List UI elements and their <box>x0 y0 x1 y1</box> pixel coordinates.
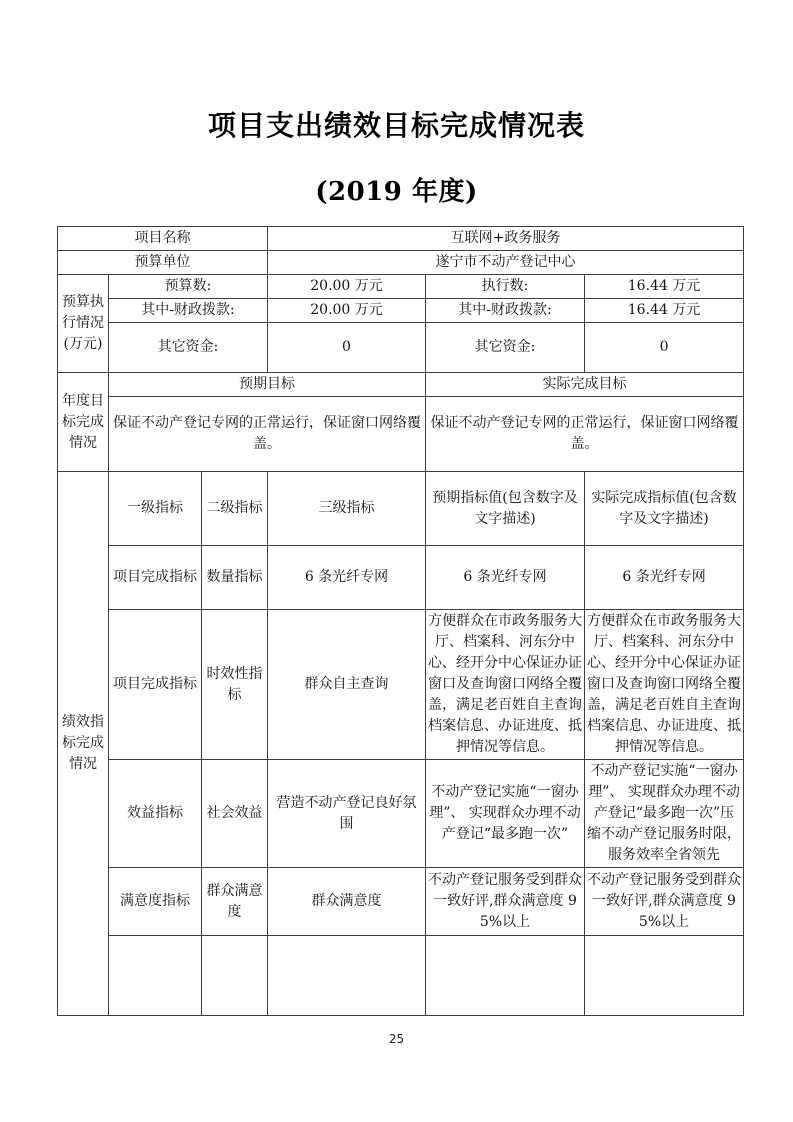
indicator-actual-value: 不动产登记实施“一窗办理”、 实现群众办理不动产登记“最多跑一次”压缩不动产登记服务时限，服务效率全省领先 <box>585 760 744 868</box>
budget-section-side-label: 预算执行情况(万元) <box>58 275 109 373</box>
indicator-actual-value: 不动产登记服务受到群众一致好评,群众满意度 95%以上 <box>585 868 744 936</box>
budget-row-2 <box>58 299 744 323</box>
indicator-expected-value: 方便群众在市政务服务大厅、档案科、河东分中心、经开分中心保证办证窗口及查询窗口网络全覆盖，满足老百姓自主查询档案信息、办证进度、抵押情况等信息。 <box>426 610 585 760</box>
indicator-row-satisfaction <box>58 868 744 936</box>
indicator-row-quantity <box>58 546 744 610</box>
indicator-level2 <box>202 936 268 1016</box>
budget-unit-value: 遂宁市不动产登记中心 <box>268 251 744 275</box>
page-number: 25 <box>388 1032 405 1046</box>
indicator-expected-value: 不动产登记实施“一窗办理”、 实现群众办理不动产登记“最多跑一次” <box>426 760 585 868</box>
expected-goal-text: 保证不动产登记专网的正常运行，保证窗口网络覆盖。 <box>109 397 426 472</box>
execution-amount-value: 16.44 万元 <box>585 275 744 299</box>
page-title: 项目支出绩效目标完成情况表 <box>207 109 585 142</box>
indicator-level2: 群众满意度 <box>202 868 268 936</box>
budget-row-3 <box>58 323 744 373</box>
indicator-row-timeliness <box>58 610 744 760</box>
annual-goal-side-label: 年度目标完成情况 <box>58 373 109 472</box>
fiscal-allocation-exec-label: 其中-财政拨款: <box>426 299 585 323</box>
indicator-header-level3: 三级指标 <box>268 472 426 546</box>
annual-goal-text-row <box>58 397 744 472</box>
project-name-row <box>58 227 744 251</box>
indicator-expected-value <box>426 936 585 1016</box>
annual-goal-header-row <box>58 373 744 397</box>
indicator-row-empty <box>58 936 744 1016</box>
indicator-header-level2: 二级指标 <box>202 472 268 546</box>
indicator-expected-value: 6 条光纤专网 <box>426 546 585 610</box>
indicator-actual-value: 6 条光纤专网 <box>585 546 744 610</box>
indicator-level1 <box>109 936 202 1016</box>
indicator-header-actual: 实际完成指标值(包含数字及文字描述) <box>585 472 744 546</box>
performance-target-table <box>57 226 744 1016</box>
fiscal-allocation-exec-value: 16.44 万元 <box>585 299 744 323</box>
budget-row-1 <box>58 275 744 299</box>
indicator-level2: 社会效益 <box>202 760 268 868</box>
indicator-level3 <box>268 936 426 1016</box>
indicator-header-expected: 预期指标值(包含数字及文字描述) <box>426 472 585 546</box>
budget-amount-label: 预算数: <box>109 275 268 299</box>
budget-unit-row <box>58 251 744 275</box>
indicator-actual-value: 方便群众在市政务服务大厅、档案科、河东分中心、经开分中心保证办证窗口及查询窗口网络全覆盖，满足老百姓自主查询档案信息、办证进度、抵押情况等信息。 <box>585 610 744 760</box>
other-funds-value: 0 <box>268 323 426 373</box>
indicator-actual-value <box>585 936 744 1016</box>
indicator-level1: 项目完成指标 <box>109 546 202 610</box>
budget-amount-value: 20.00 万元 <box>268 275 426 299</box>
actual-goal-header: 实际完成目标 <box>426 373 744 397</box>
fiscal-allocation-value: 20.00 万元 <box>268 299 426 323</box>
indicator-level3: 群众自主查询 <box>268 610 426 760</box>
budget-unit-label: 预算单位 <box>58 251 268 275</box>
project-name-label: 项目名称 <box>58 227 268 251</box>
other-funds-label: 其它资金: <box>109 323 268 373</box>
indicator-side-label: 绩效指标完成情况 <box>58 472 109 1016</box>
indicator-level2: 时效性指标 <box>202 610 268 760</box>
indicator-level1: 效益指标 <box>109 760 202 868</box>
indicator-header-level1: 一级指标 <box>109 472 202 546</box>
indicator-level3: 营造不动产登记良好氛围 <box>268 760 426 868</box>
other-funds-exec-value: 0 <box>585 323 744 373</box>
project-name-value: 互联网+政务服务 <box>268 227 744 251</box>
expected-goal-header: 预期目标 <box>109 373 426 397</box>
other-funds-exec-label: 其它资金: <box>426 323 585 373</box>
fiscal-allocation-label: 其中-财政拨款: <box>109 299 268 323</box>
indicator-level3: 6 条光纤专网 <box>268 546 426 610</box>
indicator-level2: 数量指标 <box>202 546 268 610</box>
indicator-level1: 项目完成指标 <box>109 610 202 760</box>
actual-goal-text: 保证不动产登记专网的正常运行，保证窗口网络覆盖。 <box>426 397 744 472</box>
indicator-row-benefit <box>58 760 744 868</box>
indicator-level3: 群众满意度 <box>268 868 426 936</box>
page-subtitle: (2019 年度) <box>315 177 478 207</box>
indicator-expected-value: 不动产登记服务受到群众一致好评,群众满意度 95%以上 <box>426 868 585 936</box>
indicator-header-row <box>58 472 744 546</box>
execution-amount-label: 执行数: <box>426 275 585 299</box>
indicator-level1: 满意度指标 <box>109 868 202 936</box>
